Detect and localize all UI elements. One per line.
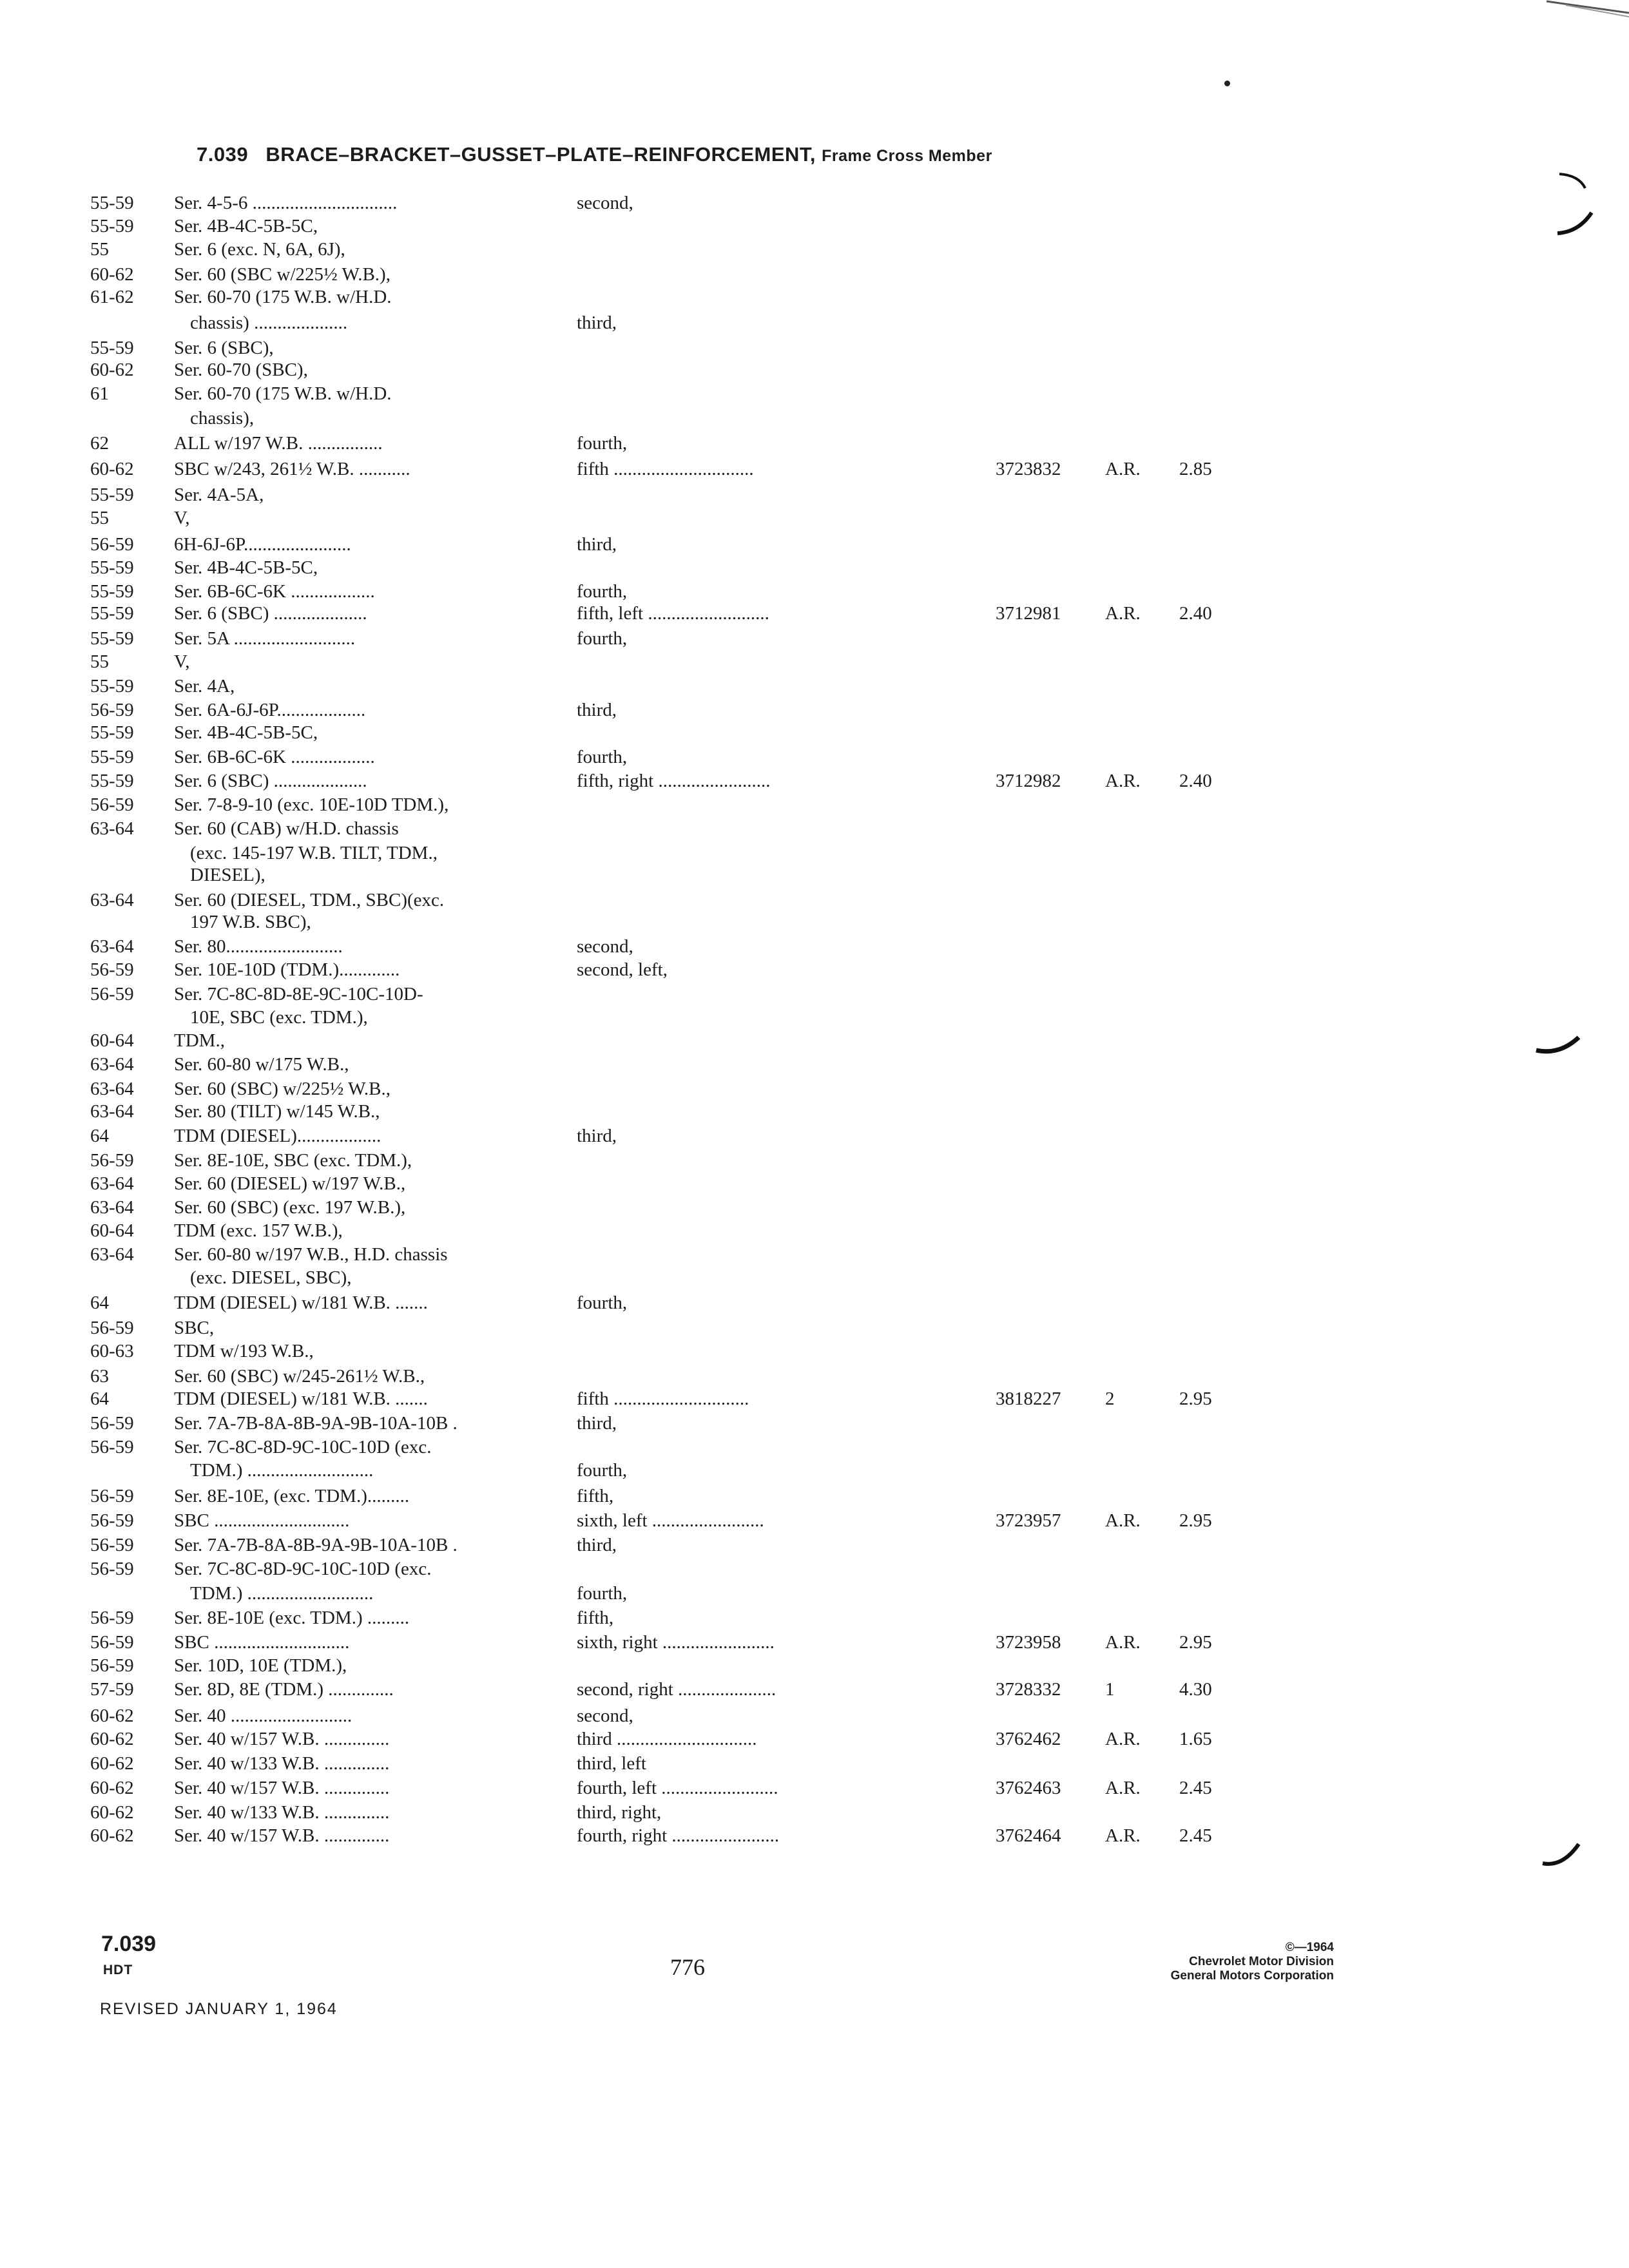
item-year: 56-59 [90, 794, 134, 815]
item-description: TDM (exc. 157 W.B.), [174, 1220, 343, 1241]
item-year: 56-59 [90, 1318, 134, 1338]
item-price: 2.95 [1179, 1510, 1212, 1531]
table-row [0, 337, 1353, 359]
part-number: 3712981 [996, 603, 1061, 624]
table-row [0, 1777, 1353, 1799]
part-number: 3723832 [996, 459, 1061, 479]
item-position: fourth, [577, 1583, 628, 1604]
table-row [0, 1678, 1353, 1700]
item-description: V, [174, 508, 190, 528]
item-year: 56-59 [90, 959, 134, 980]
table-row [0, 215, 1353, 237]
item-description: SBC w/243, 261½ W.B. ........... [174, 459, 410, 479]
item-year: 63 [90, 1366, 109, 1387]
table-row [0, 1100, 1353, 1122]
item-description: Ser. 60 (SBC) (exc. 197 W.B.), [174, 1197, 406, 1218]
item-description: Ser. 60 (SBC) w/225½ W.B., [174, 1079, 390, 1099]
item-year: 56-59 [90, 1632, 134, 1653]
item-description: Ser. 4-5-6 ............................... [174, 193, 398, 213]
table-row [0, 1607, 1353, 1629]
item-year: 63-64 [90, 818, 134, 839]
table-row [0, 1753, 1353, 1774]
item-year: 56-59 [90, 984, 134, 1004]
item-year: 64 [90, 1126, 109, 1146]
table-row [0, 1485, 1353, 1507]
item-year: 61 [90, 383, 109, 404]
item-description: Ser. 6B-6C-6K .................. [174, 581, 375, 602]
item-description: DIESEL), [190, 865, 265, 885]
table-row [0, 1728, 1353, 1750]
item-description: V, [174, 651, 190, 672]
item-description: Ser. 8E-10E (exc. TDM.) ......... [174, 1608, 410, 1628]
item-description: Ser. 60-70 (SBC), [174, 360, 308, 380]
table-row [0, 1631, 1353, 1653]
item-year: 56-59 [90, 1535, 134, 1555]
item-year: 56-59 [90, 1437, 134, 1457]
item-year: 60-62 [90, 1778, 134, 1798]
item-description: Ser. 40 w/157 W.B. .............. [174, 1778, 390, 1798]
item-year: 60-62 [90, 264, 134, 285]
item-description: TDM (DIESEL).................. [174, 1126, 381, 1146]
table-row [0, 507, 1353, 529]
item-year: 55 [90, 508, 109, 528]
item-price: 2.95 [1179, 1389, 1212, 1409]
section-subtitle: Frame Cross Member [822, 147, 992, 165]
table-row [0, 842, 1353, 864]
item-description: Ser. 10E-10D (TDM.)............. [174, 959, 400, 980]
table-row [0, 1388, 1353, 1410]
item-description: 6H-6J-6P....................... [174, 534, 351, 555]
item-year: 55-59 [90, 485, 134, 505]
item-year: 57-59 [90, 1679, 134, 1700]
item-description: 197 W.B. SBC), [190, 912, 311, 932]
item-description: Ser. 4A-5A, [174, 485, 264, 505]
item-position: second, right ..................... [577, 1679, 776, 1700]
item-year: 55 [90, 651, 109, 672]
item-quantity: 2 [1105, 1389, 1115, 1409]
item-position: fifth, [577, 1608, 614, 1628]
item-year: 60-62 [90, 1706, 134, 1726]
table-row [0, 770, 1353, 792]
item-price: 4.30 [1179, 1679, 1212, 1700]
item-position: third, [577, 1413, 617, 1434]
item-description: SBC ............................. [174, 1632, 350, 1653]
item-year: 60-62 [90, 459, 134, 479]
item-description: TDM w/193 W.B., [174, 1341, 314, 1361]
table-row [0, 983, 1353, 1005]
item-year: 56-59 [90, 1486, 134, 1506]
item-description: Ser. 80......................... [174, 936, 343, 957]
item-price: 1.65 [1179, 1729, 1212, 1749]
scan-edge-mark [1547, 0, 1629, 26]
table-row [0, 581, 1353, 602]
footer-copyright [1044, 1941, 1334, 1992]
table-row [0, 312, 1353, 334]
table-row [0, 1267, 1353, 1289]
item-year: 60-62 [90, 1729, 134, 1749]
item-year: 56-59 [90, 1655, 134, 1676]
item-year: 55-59 [90, 747, 134, 767]
item-year: 62 [90, 433, 109, 454]
binder-mark-icon [1540, 1830, 1585, 1875]
item-description: Ser. 4B-4C-5B-5C, [174, 722, 318, 743]
item-position: second, [577, 1706, 633, 1726]
item-position: second, [577, 936, 633, 957]
item-description: ALL w/197 W.B. ................ [174, 433, 383, 454]
item-year: 56-59 [90, 1559, 134, 1579]
table-row [0, 911, 1353, 933]
item-description: SBC ............................. [174, 1510, 350, 1531]
binder-mark-icon [1534, 1024, 1585, 1063]
item-description: Ser. 6B-6C-6K .................. [174, 747, 375, 767]
item-description: Ser. 60 (SBC) w/245-261½ W.B., [174, 1366, 425, 1387]
part-number: 3762463 [996, 1778, 1061, 1798]
table-row [0, 359, 1353, 381]
item-year: 63-64 [90, 1079, 134, 1099]
item-year: 64 [90, 1293, 109, 1313]
item-description: Ser. 60 (DIESEL, TDM., SBC)(exc. [174, 890, 445, 910]
item-description: Ser. 6 (exc. N, 6A, 6J), [174, 239, 345, 260]
item-description: Ser. 4B-4C-5B-5C, [174, 557, 318, 578]
item-year: 55-59 [90, 193, 134, 213]
part-number: 3712982 [996, 771, 1061, 791]
binder-mark-icon [1556, 169, 1595, 240]
table-row [0, 533, 1353, 555]
table-row [0, 1149, 1353, 1171]
item-description: Ser. 4A, [174, 676, 235, 697]
item-quantity: A.R. [1105, 1778, 1141, 1798]
item-price: 2.40 [1179, 771, 1212, 791]
table-row [0, 1655, 1353, 1677]
item-description: Ser. 10D, 10E (TDM.), [174, 1655, 347, 1676]
item-description: Ser. 7C-8C-8D-9C-10C-10D (exc. [174, 1437, 432, 1457]
item-year: 55 [90, 239, 109, 260]
page-number: 776 [670, 1954, 705, 1980]
item-description: Ser. 6 (SBC) .................... [174, 603, 367, 624]
item-year: 63-64 [90, 1244, 134, 1265]
item-position: sixth, right ........................ [577, 1632, 775, 1653]
item-position: fourth, [577, 747, 628, 767]
item-position: second, left, [577, 959, 668, 980]
part-number: 3762462 [996, 1729, 1061, 1749]
item-year: 56-59 [90, 1510, 134, 1531]
table-row [0, 1220, 1353, 1242]
item-year: 60-62 [90, 1825, 134, 1846]
item-description: Ser. 60-80 w/197 W.B., H.D. chassis [174, 1244, 448, 1265]
table-row [0, 1078, 1353, 1100]
table-row [0, 794, 1353, 816]
item-position: second, [577, 193, 633, 213]
item-description: chassis), [190, 408, 255, 428]
item-year: 55-59 [90, 603, 134, 624]
table-row [0, 1558, 1353, 1580]
table-row [0, 192, 1353, 214]
item-position: fourth, right ....................... [577, 1825, 780, 1846]
item-description: TDM (DIESEL) w/181 W.B. ....... [174, 1389, 428, 1409]
item-position: third, [577, 700, 617, 720]
table-row [0, 746, 1353, 768]
item-price: 2.40 [1179, 603, 1212, 624]
item-position: third, [577, 1126, 617, 1146]
item-year: 60-63 [90, 1341, 134, 1361]
item-description: Ser. 60-70 (175 W.B. w/H.D. [174, 383, 392, 404]
table-row [0, 675, 1353, 697]
item-quantity: A.R. [1105, 603, 1141, 624]
item-description: Ser. 40 w/157 W.B. .............. [174, 1729, 390, 1749]
part-number: 3818227 [996, 1389, 1061, 1409]
item-position: fifth, [577, 1486, 614, 1506]
item-description: Ser. 8E-10E, SBC (exc. TDM.), [174, 1150, 412, 1171]
table-row [0, 432, 1353, 454]
item-year: 55-59 [90, 581, 134, 602]
table-row [0, 557, 1353, 579]
item-quantity: A.R. [1105, 771, 1141, 791]
section-heading [197, 143, 1356, 179]
item-position: third, right, [577, 1802, 662, 1823]
item-description: Ser. 5A .......................... [174, 628, 356, 649]
item-year: 56-59 [90, 1608, 134, 1628]
item-position: fourth, [577, 1293, 628, 1313]
item-quantity: 1 [1105, 1679, 1115, 1700]
item-position: third .............................. [577, 1729, 757, 1749]
part-number: 3723957 [996, 1510, 1061, 1531]
table-row [0, 1196, 1353, 1218]
table-row [0, 1534, 1353, 1556]
item-description: Ser. 6 (SBC), [174, 338, 274, 358]
item-year: 56-59 [90, 1150, 134, 1171]
item-year: 56-59 [90, 1413, 134, 1434]
table-row [0, 1244, 1353, 1265]
item-description: (exc. 145-197 W.B. TILT, TDM., [190, 843, 438, 863]
table-row [0, 1582, 1353, 1604]
table-row [0, 458, 1353, 480]
item-year: 64 [90, 1389, 109, 1409]
table-row [0, 264, 1353, 285]
item-year: 63-64 [90, 890, 134, 910]
item-description: Ser. 7-8-9-10 (exc. 10E-10D TDM.), [174, 794, 449, 815]
item-description: Ser. 7C-8C-8D-8E-9C-10C-10D- [174, 984, 423, 1004]
item-description: TDM.) ........................... [190, 1460, 374, 1481]
table-row [0, 1125, 1353, 1147]
item-price: 2.85 [1179, 459, 1212, 479]
item-year: 63-64 [90, 1197, 134, 1218]
table-row [0, 864, 1353, 886]
item-description: Ser. 4B-4C-5B-5C, [174, 216, 318, 236]
item-year: 55-59 [90, 338, 134, 358]
item-quantity: A.R. [1105, 1632, 1141, 1653]
table-row [0, 1802, 1353, 1823]
table-row [0, 484, 1353, 506]
item-description: Ser. 60 (DIESEL) w/197 W.B., [174, 1173, 406, 1194]
table-row [0, 1340, 1353, 1362]
table-row [0, 1705, 1353, 1727]
table-row [0, 1459, 1353, 1481]
item-position: third, [577, 312, 617, 333]
table-row [0, 1317, 1353, 1339]
item-year: 60-64 [90, 1220, 134, 1241]
item-year: 60-62 [90, 360, 134, 380]
copyright-year: ©—1964 [1285, 1941, 1334, 1954]
item-description: SBC, [174, 1318, 215, 1338]
item-year: 55-59 [90, 628, 134, 649]
table-row [0, 383, 1353, 405]
item-position: sixth, left ........................ [577, 1510, 764, 1531]
item-position: fifth ............................. [577, 1389, 749, 1409]
item-price: 2.95 [1179, 1632, 1212, 1653]
item-year: 63-64 [90, 936, 134, 957]
item-description: Ser. 8E-10E, (exc. TDM.)......... [174, 1486, 410, 1506]
item-description: Ser. 40 .......................... [174, 1706, 352, 1726]
item-description: Ser. 7A-7B-8A-8B-9A-9B-10A-10B . [174, 1413, 458, 1434]
table-row [0, 889, 1353, 911]
section-number: 7.039 [197, 143, 249, 166]
table-row [0, 286, 1353, 308]
item-position: third, [577, 1535, 617, 1555]
footer-book-code: HDT [103, 1963, 133, 1977]
table-row [0, 238, 1353, 260]
item-year: 60-64 [90, 1030, 134, 1051]
item-quantity: A.R. [1105, 1729, 1141, 1749]
table-row [0, 1006, 1353, 1028]
table-row [0, 1825, 1353, 1847]
item-quantity: A.R. [1105, 1825, 1141, 1846]
part-number: 3728332 [996, 1679, 1061, 1700]
item-description: Ser. 7C-8C-8D-9C-10C-10D (exc. [174, 1559, 432, 1579]
item-quantity: A.R. [1105, 1510, 1141, 1531]
item-year: 56-59 [90, 700, 134, 720]
table-row [0, 959, 1353, 981]
item-year: 63-64 [90, 1101, 134, 1122]
table-row [0, 1173, 1353, 1195]
table-row [0, 1053, 1353, 1075]
item-position: third, left [577, 1753, 646, 1774]
item-description: Ser. 60-80 w/175 W.B., [174, 1054, 349, 1075]
footer-section-number: 7.039 [101, 1932, 157, 1956]
item-description: Ser. 40 w/133 W.B. .............. [174, 1753, 390, 1774]
table-row [0, 1510, 1353, 1532]
item-description: Ser. 60 (CAB) w/H.D. chassis [174, 818, 399, 839]
item-description: TDM.) ........................... [190, 1583, 374, 1604]
item-description: 10E, SBC (exc. TDM.), [190, 1007, 368, 1028]
item-description: Ser. 40 w/133 W.B. .............. [174, 1802, 390, 1823]
part-number: 3762464 [996, 1825, 1061, 1846]
section-title: BRACE–BRACKET–GUSSET–PLATE–REINFORCEMENT, [265, 143, 816, 166]
table-row [0, 1365, 1353, 1387]
item-year: 55-59 [90, 557, 134, 578]
item-year: 63-64 [90, 1173, 134, 1194]
item-description: TDM., [174, 1030, 225, 1051]
item-description: Ser. 7A-7B-8A-8B-9A-9B-10A-10B . [174, 1535, 458, 1555]
table-row [0, 602, 1353, 624]
item-year: 55-59 [90, 676, 134, 697]
item-position: fourth, [577, 581, 628, 602]
item-year: 55-59 [90, 771, 134, 791]
item-position: fourth, [577, 1460, 628, 1481]
item-quantity: A.R. [1105, 459, 1141, 479]
table-row [0, 1412, 1353, 1434]
table-row [0, 1436, 1353, 1458]
item-year: 56-59 [90, 534, 134, 555]
item-position: fourth, [577, 433, 628, 454]
copyright-corporation: General Motors Corporation [1170, 1969, 1334, 1983]
table-row [0, 1030, 1353, 1052]
item-description: Ser. 60-70 (175 W.B. w/H.D. [174, 287, 392, 307]
item-position: fourth, left ......................... [577, 1778, 778, 1798]
item-description: Ser. 80 (TILT) w/145 W.B., [174, 1101, 380, 1122]
item-description: TDM (DIESEL) w/181 W.B. ....... [174, 1293, 428, 1313]
item-description: (exc. DIESEL, SBC), [190, 1267, 352, 1288]
speck [1224, 81, 1230, 86]
footer-revised-date: REVISED JANUARY 1, 1964 [100, 2000, 338, 2018]
table-row [0, 722, 1353, 744]
item-year: 63-64 [90, 1054, 134, 1075]
item-year: 60-62 [90, 1802, 134, 1823]
item-description: Ser. 6 (SBC) .................... [174, 771, 367, 791]
item-description: Ser. 8D, 8E (TDM.) .............. [174, 1679, 394, 1700]
table-row [0, 818, 1353, 840]
item-year: 55-59 [90, 722, 134, 743]
table-row [0, 936, 1353, 957]
table-row [0, 628, 1353, 649]
item-position: fifth .............................. [577, 459, 754, 479]
copyright-division: Chevrolet Motor Division [1189, 1955, 1334, 1968]
item-year: 60-62 [90, 1753, 134, 1774]
item-year: 61-62 [90, 287, 134, 307]
item-price: 2.45 [1179, 1825, 1212, 1846]
item-description: chassis) .................... [190, 312, 348, 333]
item-description: Ser. 60 (SBC w/225½ W.B.), [174, 264, 390, 285]
item-position: fourth, [577, 628, 628, 649]
item-year: 55-59 [90, 216, 134, 236]
part-number: 3723958 [996, 1632, 1061, 1653]
item-price: 2.45 [1179, 1778, 1212, 1798]
item-position: fifth, left .......................... [577, 603, 769, 624]
item-position: fifth, right ........................ [577, 771, 771, 791]
table-row [0, 699, 1353, 721]
item-position: third, [577, 534, 617, 555]
table-row [0, 1292, 1353, 1314]
table-row [0, 651, 1353, 673]
item-description: Ser. 40 w/157 W.B. .............. [174, 1825, 390, 1846]
table-row [0, 407, 1353, 429]
item-description: Ser. 6A-6J-6P................... [174, 700, 366, 720]
